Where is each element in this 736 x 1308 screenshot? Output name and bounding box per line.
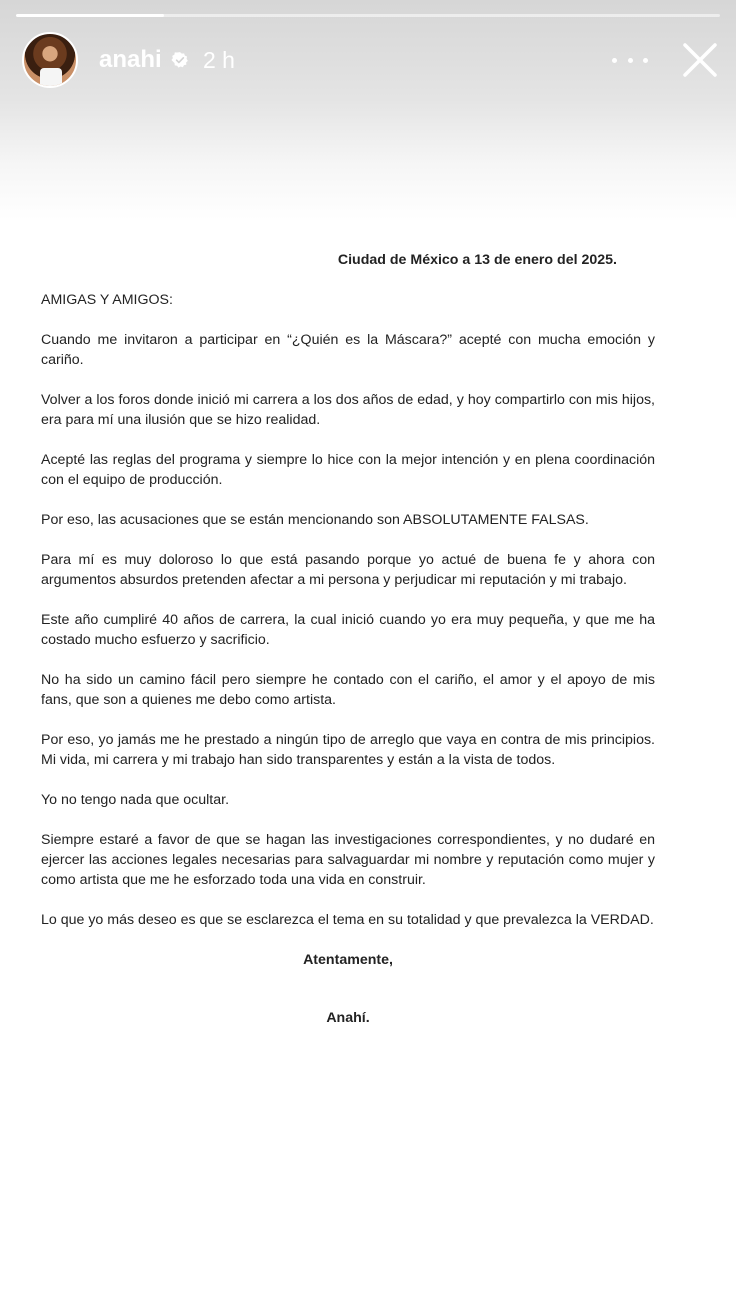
letter-paragraph: Siempre estaré a favor de que se hagan las investigaciones correspondientes, y no dudaré en ejercer las acciones legales necesarias para salvaguardar mi nombre y reputación como mujer y como artista que me he esforzado toda una vida en construir. xyxy=(41,832,655,888)
more-dot xyxy=(612,58,617,63)
letter-paragraph: Por eso, las acusaciones que se están mencionando son ABSOLUTAMENTE FALSAS. xyxy=(41,512,589,528)
avatar-figure xyxy=(40,68,62,86)
letter-paragraph: Lo que yo más deseo es que se esclarezca el tema en su totalidad y que prevalezca la VERDAD. xyxy=(41,912,654,928)
letter-paragraph: No ha sido un camino fácil pero siempre he contado con el cariño, el amor y el apoyo de mis fans, que son a quienes me debo como artista. xyxy=(41,672,655,708)
more-dot xyxy=(628,58,633,63)
more-horizontal-icon[interactable] xyxy=(612,46,648,74)
letter-paragraph: AMIGAS Y AMIGOS: xyxy=(41,292,173,308)
story-progress-fill xyxy=(16,14,164,17)
post-timestamp: 2 h xyxy=(203,47,235,73)
avatar[interactable] xyxy=(22,32,78,88)
close-icon[interactable] xyxy=(682,42,718,78)
story-header-gradient xyxy=(0,0,736,220)
letter-paragraph: Este año cumpliré 40 años de carrera, la cual inició cuando yo era muy pequeña, y que me ha costado mucho esfuerzo y sacrificio. xyxy=(41,612,655,648)
letter-paragraph: Cuando me invitaron a participar en “¿Quién es la Máscara?” acepté con mucha emoción y cariño. xyxy=(41,332,655,368)
letter-paragraph: Yo no tengo nada que ocultar. xyxy=(41,792,230,808)
letter-date: Ciudad de México a 13 de enero del 2025. xyxy=(337,252,617,268)
letter-signature: Anahí. xyxy=(326,1010,370,1026)
username[interactable]: anahi xyxy=(99,46,162,73)
statement-letter xyxy=(41,250,655,1048)
letter-paragraph: Acepté las reglas del programa y siempre lo hice con la mejor intención y en plena coordinación con el equipo de producción. xyxy=(41,452,655,488)
letter-closing: Atentamente, xyxy=(303,952,393,968)
story-progress-bar xyxy=(16,14,720,17)
letter-paragraph: Por eso, yo jamás me he prestado a ningún tipo de arreglo que vaya en contra de mis principios. Mi vida, mi carrera y mi trabajo han sido transparentes y están a la vista de todos. xyxy=(41,732,655,768)
verified-badge-icon xyxy=(171,51,189,69)
letter-paragraph: Volver a los foros donde inició mi carrera a los dos años de edad, y hoy compartirlo con mis hijos, era para mí una ilusión que se hizo realidad. xyxy=(41,392,655,428)
letter-paragraph: Para mí es muy doloroso lo que está pasando porque yo actué de buena fe y ahora con argumentos absurdos pretenden afectar a mi persona y perjudicar mi reputación y mi trabajo. xyxy=(41,552,655,588)
more-dot xyxy=(643,58,648,63)
